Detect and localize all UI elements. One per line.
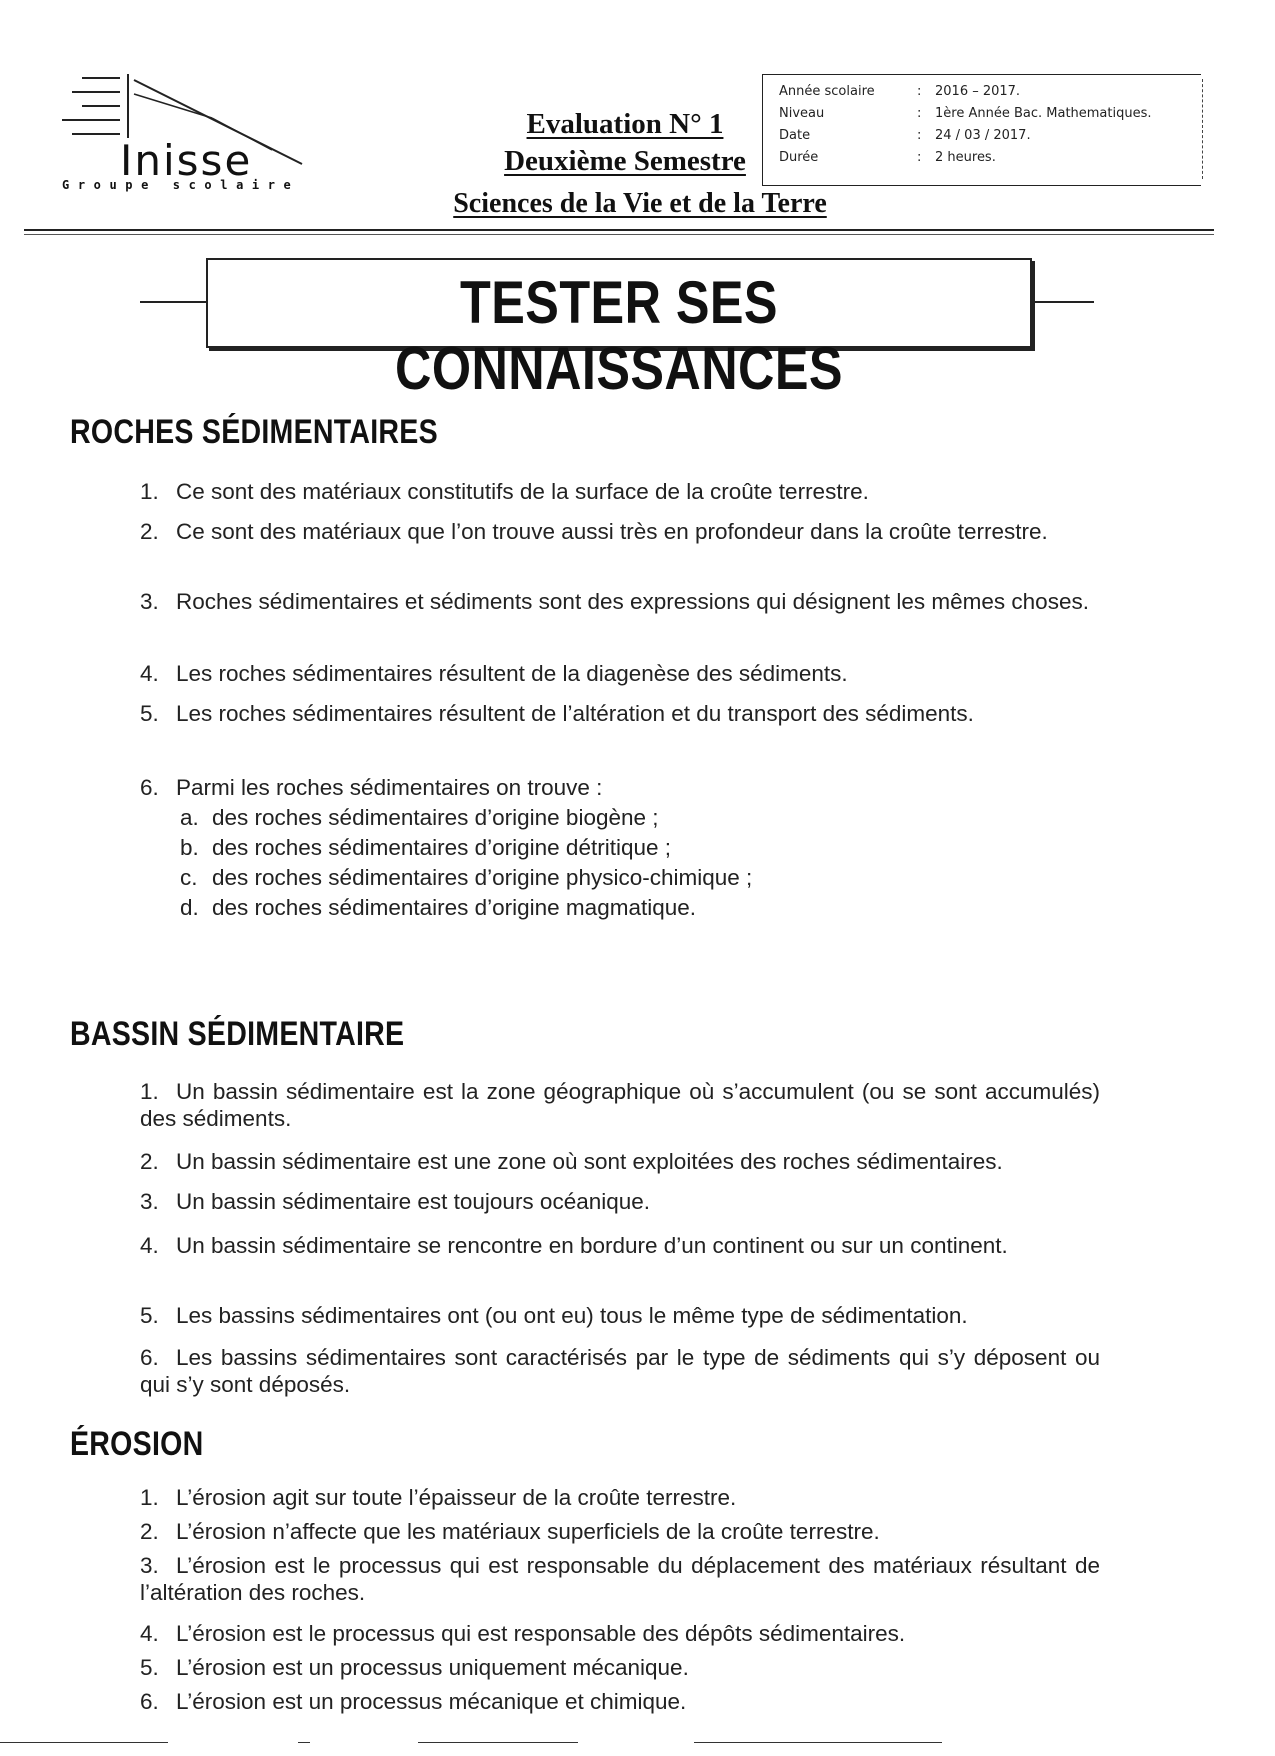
sub-item: c. des roches sédimentaires d’origine physico-chimique ; [180, 865, 753, 890]
footer-line [694, 1742, 942, 1743]
info-row-date: Date : 24 / 03 / 2017. [779, 128, 1031, 143]
exam-title: Evaluation N° 1 [526, 108, 724, 140]
question-item: 3. Un bassin sédimentaire est toujours océanique. [140, 1189, 651, 1214]
school-logo [62, 74, 332, 194]
sub-item: a. des roches sédimentaires d’origine biogène ; [180, 805, 659, 830]
footer-line [298, 1742, 310, 1743]
question-item: 1. Ce sont des matériaux constitutifs de la surface de la croûte terrestre. [140, 479, 869, 504]
exam-subject: Sciences de la Vie et de la Terre [453, 188, 827, 219]
banner-box [206, 258, 1032, 402]
question-item: 4. Un bassin sédimentaire se rencontre en bordure d’un continent ou sur un continent. [140, 1233, 1008, 1258]
banner-title: TESTER SES CONNAISSANCES [395, 269, 843, 402]
question-item: 5. Les roches sédimentaires résultent de l’altération et du transport des sédiments. [140, 701, 974, 726]
info-row-duration: Durée : 2 heures. [779, 150, 996, 165]
question-item: 3. Roches sédimentaires et sédiments sont des expressions qui désignent les mêmes choses. [140, 589, 1089, 614]
header-divider [24, 229, 1214, 231]
exam-semester: Deuxième Semestre [504, 145, 746, 177]
logo-subtitle: Groupe scolaire [62, 178, 300, 192]
question-item: 2. L’érosion n’affecte que les matériaux superficiels de la croûte terrestre. [140, 1519, 880, 1544]
info-row-level: Niveau : 1ère Année Bac. Mathematiques. [779, 106, 1152, 121]
logo-wordmark: Inisse [120, 136, 253, 185]
sub-item: d. des roches sédimentaires d’origine magmatique. [180, 895, 697, 920]
sub-item: b. des roches sédimentaires d’origine détritique ; [180, 835, 671, 860]
info-row-year: Année scolaire : 2016 – 2017. [779, 84, 1021, 99]
banner-dash-left [140, 301, 206, 303]
question-item: 2. Ce sont des matériaux que l’on trouve aussi très en profondeur dans la croûte terrestre. [140, 519, 1048, 544]
question-item: 5. L’érosion est un processus uniquement mécanique. [140, 1655, 689, 1680]
question-item: 4. Les roches sédimentaires résultent de la diagenèse des sédiments. [140, 661, 848, 686]
question-item: 5. Les bassins sédimentaires ont (ou ont eu) tous le même type de sédimentation. [140, 1303, 968, 1328]
footer-line [418, 1742, 578, 1743]
question-item: 6. L’érosion est un processus mécanique et chimique. [140, 1689, 687, 1714]
header-divider-thin [24, 234, 1214, 235]
banner-dash-right [1030, 301, 1094, 303]
question-item: 2. Un bassin sédimentaire est une zone où sont exploitées des roches sédimentaires. [140, 1149, 1003, 1174]
question-item: 3. L’érosion est le processus qui est responsable du déplacement des matériaux résultant de l’altération des roches. [140, 1553, 1100, 1605]
question-item: 4. L’érosion est le processus qui est responsable des dépôts sédimentaires. [140, 1621, 906, 1646]
section-title-roches: ROCHES SÉDIMENTAIRES [70, 413, 438, 451]
section-title-bassin: BASSIN SÉDIMENTAIRE [70, 1015, 405, 1053]
question-item: 1. L’érosion agit sur toute l’épaisseur de la croûte terrestre. [140, 1485, 737, 1510]
question-item: 1. Un bassin sédimentaire est la zone géographique où s’accumulent (ou se sont accumulés) des sédiments. [140, 1079, 1100, 1131]
exam-info-box [762, 74, 1201, 186]
question-item: 6. Les bassins sédimentaires sont caractérisés par le type de sédiments qui s’y déposent ou qui s’y sont déposés. [140, 1345, 1100, 1397]
footer-line [0, 1742, 168, 1743]
question-item: 6. Parmi les roches sédimentaires on trouve : [140, 775, 603, 800]
section-title-erosion: ÉROSION [70, 1425, 204, 1463]
